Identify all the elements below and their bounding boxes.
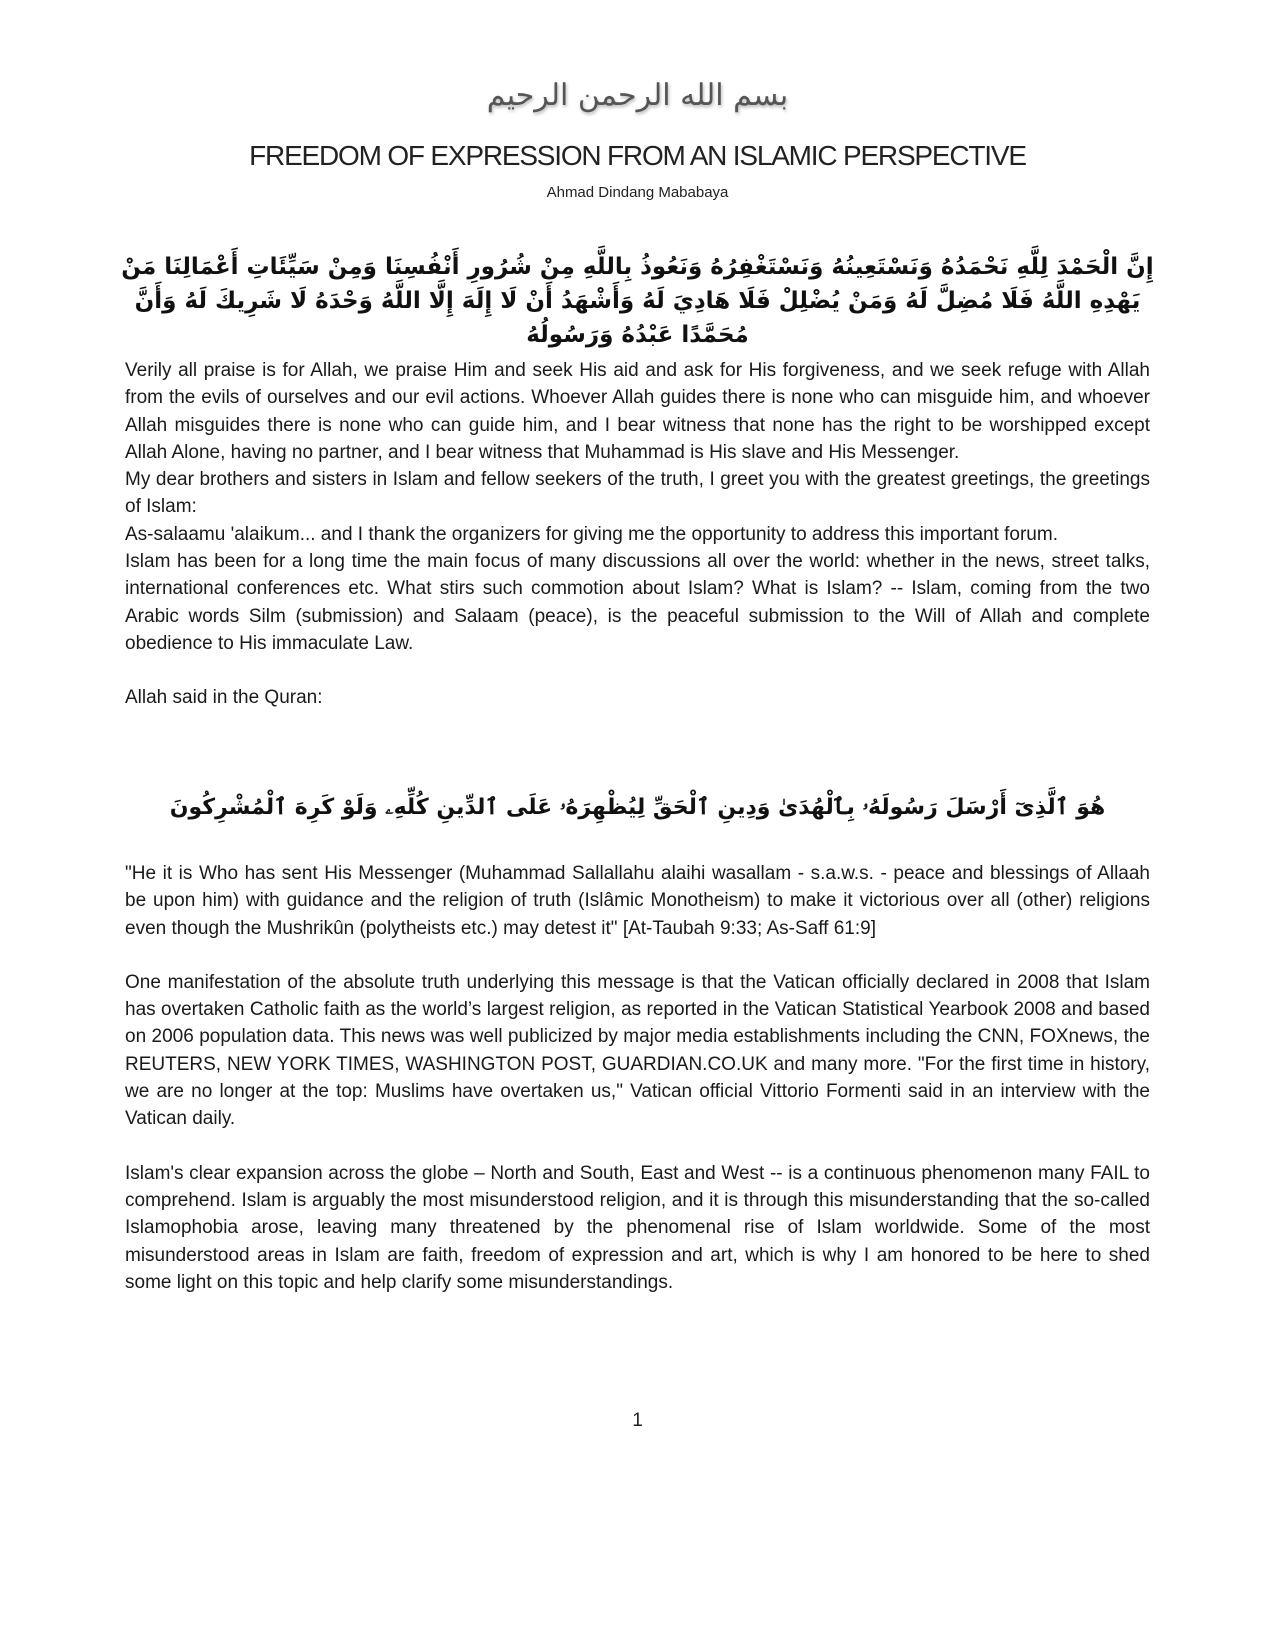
paragraph-greeting: My dear brothers and sisters in Islam and fellow seekers of the truth, I greet you with the greatest greetings, the greetings of Islam: [125,469,1150,518]
arabic-opening-sermon: إِنَّ الْحَمْدَ لِلَّهِ نَحْمَدُهُ وَنَسْتَعِينُهُ وَنَسْتَغْفِرُهُ وَنَعُوذُ بِاللَّهِ مِنْ شُرُورِ أَنْفُسِنَا وَمِنْ سَيِّئَاتِ أَعْمَالِنَا مَنْ يَهْدِهِ اللَّهُ فَلَا مُضِلَّ لَهُ وَمَنْ يُضْلِلْ فَلَا هَادِيَ لَهُ وَأَشْهَدُ أَنْ لَا إِلَهَ إِلَّا اللَّهُ وَحْدَهُ لَا شَرِيكَ لَهُ وَأَنَّ مُحَمَّدًا عَبْدُهُ وَرَسُولُهُ [121,254,1154,348]
paragraph-islam-expansion: Islam's clear expansion across the globe – North and South, East and West -- is a continuous phenomenon many FAIL to comprehend. Islam is arguably the most misunderstood religion, and it is through this misunderstanding that the so-called Islamophobia arose, leaving many threatened by the phenomenal rise of Islam worldwide. Some of the most misunderstood areas in Islam are faith, freedom of expression and art, which is why I am honored to be here to shed some light on this topic and help clarify some misunderstandings. [125,1162,1150,1293]
document-title: FREEDOM OF EXPRESSION FROM AN ISLAMIC PERSPECTIVE [249,140,1026,171]
paragraph-praise-translation: Verily all praise is for Allah, we praise Him and seek His aid and ask for His forgiveness, and we seek refuge with Allah from the evils of ourselves and our evil actions. Whoever Allah guides there is none who can misguide him, and whoever Allah misguides there is none who can guide him, and I bear witness that none has the right to be worshipped except Allah Alone, having no partner, and I bear witness that Muhammad is His slave and His Messenger. [125,360,1150,463]
quran-verse-arabic: هُوَ ٱلَّذِىٓ أَرْسَلَ رَسُولَهُۥ بِٱلْهُدَىٰ وَدِينِ ٱلْحَقِّ لِيُظْهِرَهُۥ عَلَى ٱلدِّينِ كُلِّهِۦ وَلَوْ كَرِهَ ٱلْمُشْرِكُونَ [169,795,1106,820]
author-name: Ahmad Dindang Mababaya [546,184,729,201]
body-text-bottom [125,860,1150,1296]
body-text-top [125,357,1150,712]
paragraph-vatican-report: One manifestation of the absolute truth underlying this message is that the Vatican officially declared in 2008 that Islam has overtaken Catholic faith as the world’s largest religion, as reported in the Vatican Statistical Yearbook 2008 and based on 2006 population data. This news was well publicized by major media establishments including the CNN, FOXnews, the REUTERS, NEW YORK TIMES, WASHINGTON POST, GUARDIAN.CO.UK and many more. "For the first time in history, we are no longer at the top: Muslims have overtaken us," Vatican official Vittorio Formenti said in an interview with the Vatican daily. [125,971,1150,1130]
page-number: 1 [632,1410,643,1431]
paragraph-verse-translation: "He it is Who has sent His Messenger (Muhammad Sallallahu alaihi wasallam - s.a.w.s. - peace and blessings of Allaah be upon him) with guidance and the religion of truth (Islâmic Monotheism) to make it victorious over all (other) religions even though the Mushrikûn (polytheists etc.) may detest it" [At-Taubah 9:33; As-Saff 61:9] [125,863,1150,939]
paragraph-islam-definition: Islam has been for a long time the main focus of many discussions all over the world: whether in the news, street talks, international conferences etc. What stirs such commotion about Islam? What is Islam? -- Islam, coming from the two Arabic words Silm (submission) and Salaam (peace), is the peaceful submission to the Will of Allah and complete obedience to His immaculate Law. [125,551,1150,654]
paragraph-quran-intro: Allah said in the Quran: [125,687,323,709]
paragraph-salaam: As-salaamu 'alaikum... and I thank the organizers for giving me the opportunity to address this important forum. [125,523,1058,545]
basmala-heading: بسم الله الرحمن الرحيم [486,78,789,113]
